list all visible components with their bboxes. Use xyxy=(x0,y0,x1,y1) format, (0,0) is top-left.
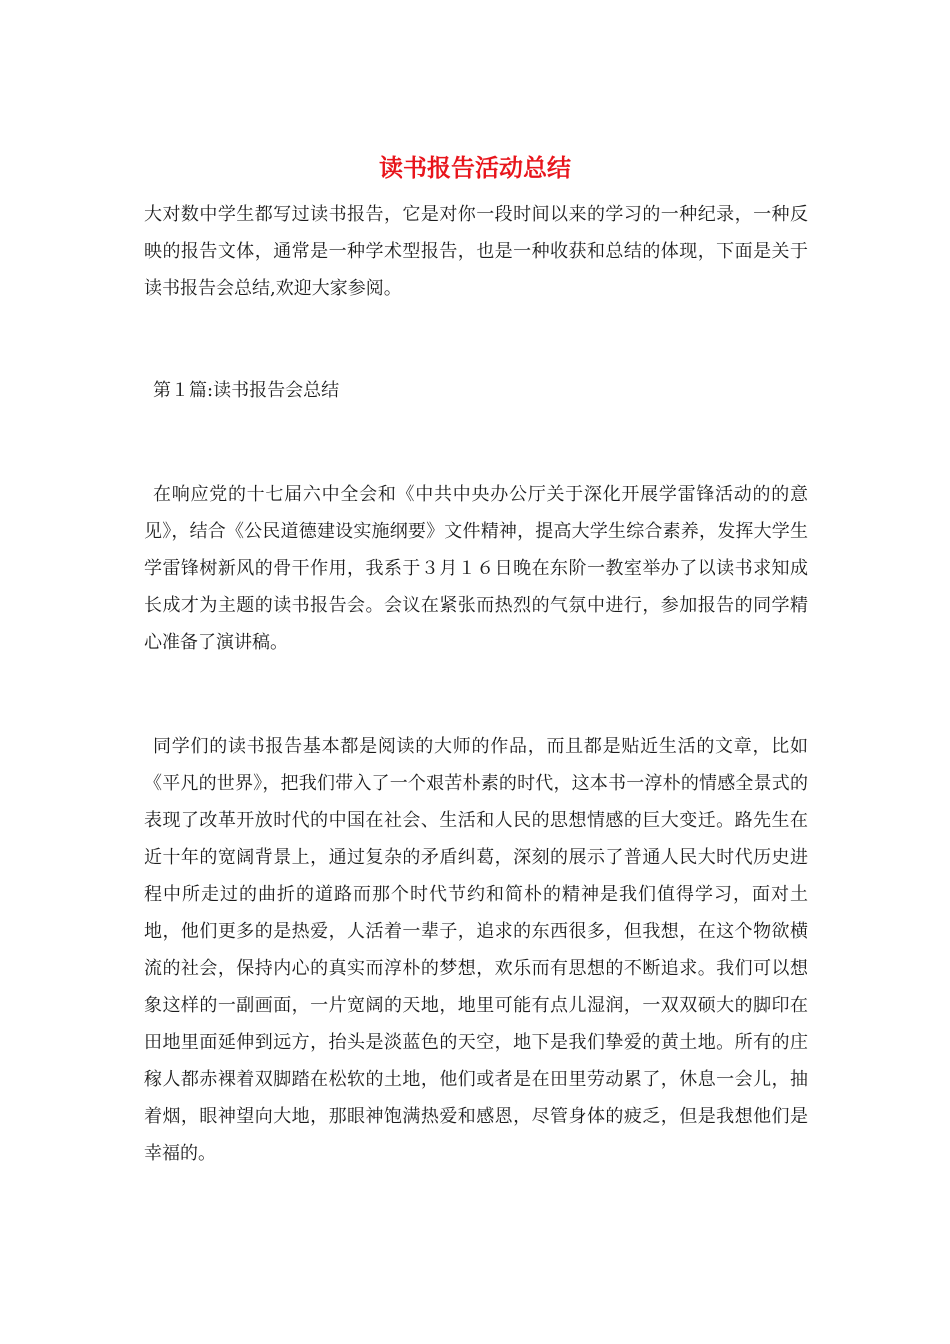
intro-paragraph: 大对数中学生都写过读书报告，它是对你一段时间以来的学习的一种纪录，一种反映的报告文体，通常是一种学术型报告，也是一种收获和总结的体现，下面是关于读书报告会总结,欢迎大家参阅。 xyxy=(144,204,808,299)
document-title: 读书报告活动总结 xyxy=(379,153,571,182)
body-paragraph-2: 同学们的读书报告基本都是阅读的大师的作品，而且都是贴近生活的文章，比如《平凡的世界》，把我们带入了一个艰苦朴素的时代，这本书一淳朴的情感全景式的表现了改革开放时代的中国在社会、生活和人民的思想情感的巨大变迁。路先生在近十年的宽阔背景上，通过复杂的矛盾纠葛，深刻的展示了普通人民大时代历史进程中所走过的曲折的道路而那个时代节约和简朴的精神是我们值得学习，面对土地，他们更多的是热爱，人活着一辈子，追求的东西很多，但我想，在这个物欲横流的社会，保持内心的真实而淳朴的梦想，欢乐而有思想的不断追求。我们可以想象这样的一副画面，一片宽阔的天地，地里可能有点儿湿润，一双双硕大的脚印在田地里面延伸到远方，抬头是淡蓝色的天空，地下是我们挚爱的黄土地。所有的庄稼人都赤裸着双脚踏在松软的土地，他们或者是在田里劳动累了，休息一会儿，抽着烟，眼神望向大地，那眼神饱满热爱和感恩，尽管身体的疲乏，但是我想他们是幸福的。 xyxy=(144,736,808,1164)
body-paragraph-1: 在响应党的十七届六中全会和《中共中央办公厅关于深化开展学雷锋活动的的意见》，结合《公民道德建设实施纲要》文件精神，提高大学生综合素养，发挥大学生学雷锋树新风的骨干作用，我系于３月１６日晚在东阶一教室举办了以读书求知成长成才为主题的读书报告会。会议在紧张而热烈的气氛中进行，参加报告的同学精心准备了演讲稿。 xyxy=(144,484,808,653)
section-heading: 第１篇:读书报告会总结 xyxy=(153,380,340,401)
